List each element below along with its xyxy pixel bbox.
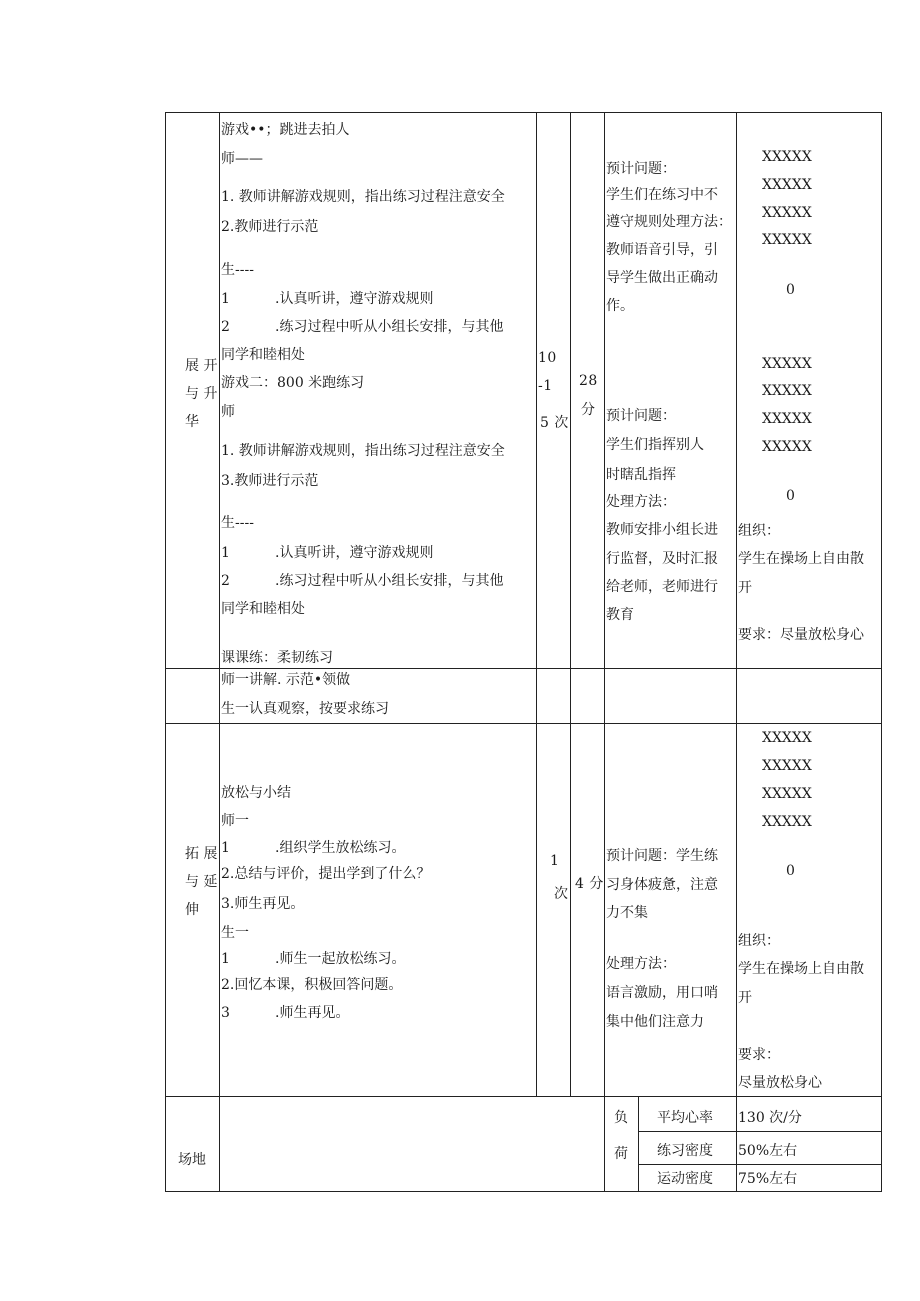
org-line: 组织： bbox=[738, 523, 780, 539]
formation-row: XXXXX bbox=[762, 383, 812, 399]
content-line: .师生一起放松练习。 bbox=[275, 951, 406, 967]
content-line: 生一认真观察，按要求练习 bbox=[221, 701, 389, 717]
issue-line: 预计问题： bbox=[606, 408, 676, 424]
formation-row: XXXXX bbox=[762, 814, 812, 830]
issue-line: 学生们在练习中不 bbox=[606, 187, 718, 203]
content-line: 3.师生再见。 bbox=[221, 896, 305, 912]
content-line: .认真听讲，遵守游戏规则 bbox=[275, 545, 434, 561]
issue-line: 作。 bbox=[606, 298, 634, 314]
content-line: 生一 bbox=[221, 925, 249, 941]
phase-label-line: 展 开 bbox=[185, 358, 218, 374]
load-row-value: 50%左右 bbox=[738, 1143, 798, 1159]
org-line: 学生在操场上自由散 bbox=[738, 551, 864, 567]
count-line: 次 bbox=[554, 886, 568, 902]
formation-teacher: 0 bbox=[786, 863, 795, 879]
formation-teacher: 0 bbox=[786, 282, 795, 298]
issue-line: 时瞎乱指挥 bbox=[606, 467, 676, 483]
col-divider-count bbox=[536, 112, 537, 1097]
issue-line: 给老师，老师进行 bbox=[606, 579, 718, 595]
content-line: 1 bbox=[221, 840, 230, 856]
content-line: 3 bbox=[221, 1005, 230, 1021]
table-left-border bbox=[165, 112, 166, 1192]
content-line: 2.总结与评价，提出学到了什么？ bbox=[221, 866, 431, 882]
formation-row: XXXXX bbox=[762, 758, 812, 774]
content-line: 课课练：柔韧练习 bbox=[221, 650, 333, 666]
issue-line: 预计问题： bbox=[606, 161, 676, 177]
content-line: 放松与小结 bbox=[221, 785, 291, 801]
formation-row: XXXXX bbox=[762, 205, 812, 221]
content-line: .师生再见。 bbox=[275, 1005, 350, 1021]
col-divider-load bbox=[638, 1096, 639, 1192]
phase-label-line: 华 bbox=[185, 414, 199, 430]
col-divider-org bbox=[736, 112, 737, 1192]
count-line: 10 bbox=[538, 350, 557, 366]
row-divider-develop bbox=[165, 668, 882, 669]
content-line: .练习过程中听从小组长安排，与其他 bbox=[275, 573, 504, 589]
footer-divider-1 bbox=[638, 1131, 882, 1132]
issue-line: 行监督，及时汇报 bbox=[606, 551, 718, 567]
content-line: 生---- bbox=[221, 262, 254, 278]
load-label-line: 负 bbox=[614, 1110, 628, 1126]
content-line: 2.教师进行示范 bbox=[221, 219, 319, 235]
issue-line: 遵守规则处理方法： bbox=[606, 214, 732, 230]
count-line: 5 次 bbox=[540, 415, 569, 431]
table-right-border bbox=[881, 112, 882, 1192]
phase-label-line: 拓 展 bbox=[185, 846, 218, 862]
col-divider-issues bbox=[604, 112, 605, 1192]
row-divider-extend bbox=[165, 1096, 882, 1097]
content-line: 2.回忆本课，积极回答问题。 bbox=[221, 977, 403, 993]
content-line: 3.教师进行示范 bbox=[221, 473, 319, 489]
content-line: .练习过程中听从小组长安排，与其他 bbox=[275, 319, 504, 335]
time-line: 28 bbox=[579, 373, 598, 389]
org-line: 开 bbox=[738, 580, 752, 596]
issue-line: 处理方法： bbox=[606, 956, 676, 972]
content-line: 1. 教师讲解游戏规则，指出练习过程注意安全 bbox=[221, 443, 505, 459]
table-bottom-border bbox=[165, 1191, 882, 1192]
content-line: 1 bbox=[221, 951, 230, 967]
table-top-border bbox=[165, 112, 882, 113]
time-line: 分 bbox=[581, 402, 595, 418]
content-line: 2 bbox=[221, 573, 230, 589]
org-line: 要求：尽量放松身心 bbox=[738, 627, 864, 643]
issue-line: 习身体疲惫，注意 bbox=[606, 877, 718, 893]
issue-line: 处理方法： bbox=[606, 494, 676, 510]
content-line: 师—— bbox=[221, 151, 263, 167]
load-row-label: 平均心率 bbox=[657, 1110, 713, 1126]
content-line: 同学和睦相处 bbox=[221, 347, 305, 363]
issue-line: 教育 bbox=[606, 607, 634, 623]
content-line: 游戏二：800 米跑练习 bbox=[221, 375, 365, 391]
formation-row: XXXXX bbox=[762, 232, 812, 248]
load-label-line: 荷 bbox=[614, 1146, 628, 1162]
formation-row: XXXXX bbox=[762, 411, 812, 427]
formation-row: XXXXX bbox=[762, 730, 812, 746]
org-line: 学生在操场上自由散 bbox=[738, 961, 864, 977]
content-line: 师一讲解. 示范•领做 bbox=[221, 672, 351, 688]
content-line: 同学和睦相处 bbox=[221, 601, 305, 617]
content-line: 1 bbox=[221, 291, 230, 307]
issue-line: 力不集 bbox=[606, 905, 648, 921]
load-row-label: 练习密度 bbox=[657, 1143, 713, 1159]
issue-line: 预计问题：学生练 bbox=[606, 848, 718, 864]
issue-line: 教师语音引导，引 bbox=[606, 242, 718, 258]
issue-line: 语言激励，用口哨 bbox=[606, 985, 718, 1001]
org-line: 要求： bbox=[738, 1047, 780, 1063]
formation-row: XXXXX bbox=[762, 786, 812, 802]
content-line: 师一 bbox=[221, 813, 249, 829]
issue-line: 学生们指挥别人 bbox=[606, 437, 704, 453]
phase-label-line: 伸 bbox=[185, 902, 199, 918]
content-line: .组织学生放松练习。 bbox=[275, 840, 406, 856]
issue-line: 集中他们注意力 bbox=[606, 1014, 704, 1030]
content-line: 游戏••；跳进去拍人 bbox=[221, 122, 350, 138]
phase-label-line: 与 升 bbox=[185, 386, 218, 402]
formation-row: XXXXX bbox=[762, 149, 812, 165]
count-line: 1 bbox=[550, 853, 560, 869]
content-line: 1. 教师讲解游戏规则，指出练习过程注意安全 bbox=[221, 189, 505, 205]
content-line: .认真听讲，遵守游戏规则 bbox=[275, 291, 434, 307]
row-divider-practice bbox=[165, 723, 882, 724]
content-line: 1 bbox=[221, 545, 230, 561]
count-line: -1 bbox=[538, 378, 553, 394]
load-row-value: 130 次/分 bbox=[738, 1110, 802, 1126]
issue-line: 教师安排小组长进 bbox=[606, 522, 718, 538]
content-line: 师 bbox=[221, 404, 235, 420]
content-line: 2 bbox=[221, 319, 230, 335]
formation-row: XXXXX bbox=[762, 439, 812, 455]
org-line: 开 bbox=[738, 990, 752, 1006]
phase-label-line: 与 延 bbox=[185, 874, 218, 890]
load-row-label: 运动密度 bbox=[657, 1171, 713, 1187]
content-line: 生---- bbox=[221, 515, 254, 531]
col-divider-time bbox=[570, 112, 571, 1097]
formation-row: XXXXX bbox=[762, 356, 812, 372]
load-row-value: 75%左右 bbox=[738, 1171, 798, 1187]
formation-row: XXXXX bbox=[762, 177, 812, 193]
col-divider-content bbox=[219, 112, 220, 1192]
formation-teacher: 0 bbox=[786, 488, 795, 504]
venue-label: 场地 bbox=[178, 1152, 206, 1168]
time-line: 4 分 bbox=[575, 876, 604, 892]
footer-divider-2 bbox=[638, 1164, 882, 1165]
org-line: 尽量放松身心 bbox=[738, 1075, 822, 1091]
org-line: 组织： bbox=[738, 933, 780, 949]
issue-line: 导学生做出正确动 bbox=[606, 270, 718, 286]
